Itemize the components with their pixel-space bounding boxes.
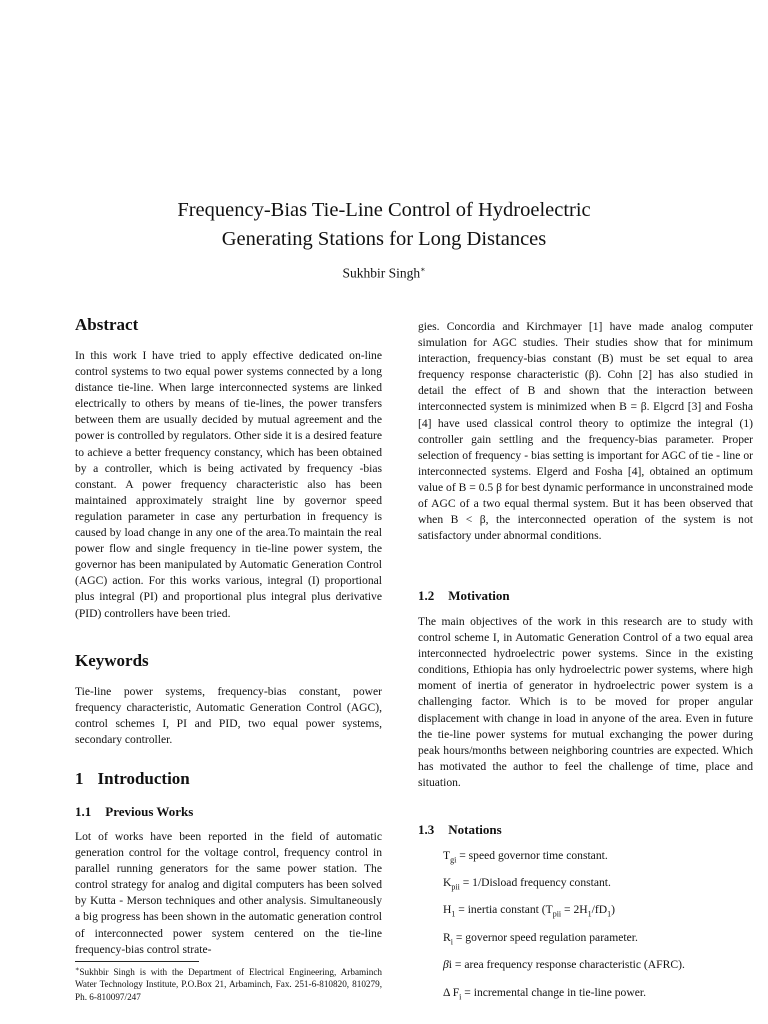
motivation-heading (418, 588, 510, 604)
section-title: Introduction (97, 769, 190, 788)
footnote (75, 964, 382, 1003)
section-number: 1 (75, 769, 84, 788)
subsection-title: Motivation (448, 588, 510, 603)
notation-item: $K_{pii}$ = 1/Disload frequency constant. (443, 876, 611, 892)
author-footnote-mark: ∗ (420, 265, 426, 274)
footnote-text: Sukhbir Singh is with the Department of Electrical Engineering, Arbaminch Water Technology Institute, P.O.Box 21, Arbaminch, Fax. 251-6-810820, 810279, Ph. 6-810097/247 (75, 967, 382, 1002)
notation-item: $T_{gi}$ = speed governor time constant. (443, 849, 608, 865)
previous-works-text: Lot of works have been reported in the field of automatic generation control for the voltage control, frequency control in parallel running generators for the same power station. The control strategy for analog and digital computers has been solved by Kutta - Merson techniques and other analysis. Simultaneously a big progress has been shown in the automatic generation control of interconnected power system centered on the tie-line frequency-bias control strate- (75, 830, 382, 956)
subsection-number: 1.2 (418, 588, 435, 603)
abstract-heading: Abstract (75, 315, 139, 334)
subsection-title: Previous Works (105, 804, 194, 819)
notation-item: $R_i$ = governor speed regulation parameter. (443, 931, 638, 947)
abstract-text: In this work I have tried to apply effective dedicated on-line control systems to two equal power systems connected by a long distance tie-line. When large interconnected systems are linked electrically to others by means of tie-lines, the power transfers between them are usually decided by mutual agreement and the power is controlled by regulators. Other side it is a desired feature to achieve a better frequency constancy, which has been obtained by a controller, which is being activated by frequency -bias constant. A power frequency characteristic also has been maintained approximately straight line by governor speed regulation parameter in case any perturbation in frequency is caused by load change in any one of the area.To maintain the real power flow and single frequency in tie-line power system, the governor has been manipulated by Automatic Generation Control (AGC) action. For this works various, integral (I) proportional plus integral (PI) and proportional plus integral plus derivative (PID) controllers have been tried. (75, 349, 382, 620)
introduction-heading (75, 769, 190, 789)
notations-heading (418, 822, 502, 838)
subsection-title: Notations (448, 822, 502, 837)
notation-item: $H_1$ = inertia constant $(T_{pii} = 2H_1/fD_1)$ (443, 903, 616, 919)
author (0, 265, 768, 282)
footnote-rule (75, 961, 199, 962)
title-line-1: Frequency-Bias Tie-Line Control of Hydroelectric (177, 199, 591, 221)
keywords-text: Tie-line power systems, frequency-bias constant, power frequency characteristic, Automatic Generation Control (AGC), control schemes I, PI and PID, two equal power systems, secondary controller. (75, 685, 382, 747)
notation-item: βi = area frequency response characteristic (AFRC). (443, 958, 685, 971)
keywords-heading: Keywords (75, 651, 149, 670)
notation-item: Δ $F_i$ = incremental change in tie-line power. (443, 986, 646, 1002)
subsection-number: 1.3 (418, 822, 435, 837)
footnote-mark: ∗ (75, 966, 80, 973)
title-line-2: Generating Stations for Long Distances (221, 228, 547, 250)
author-name: Sukhbir Singh (342, 265, 421, 281)
paper-title (0, 196, 768, 254)
previous-works-continued: gies. Concordia and Kirchmayer [1] have made analog computer simulation for AGC studies. Their studies show that for minimum interaction, frequency-bias constant (B) must be set equal to area frequency response characteristic (β). Cohn [2] has also studied in detail the effect of B and shown that the interaction between interconnected system is minimized when B = β. Elgcrd [3] and Fosha [4] have used classical control theory to optimize the integral (1) controller gain settling and the frequency-bias parameter. Proper selection of frequency - bias setting is important for AGC of tie - line or interconnected systems. Elgerd and Fosha [4], obtained an optimum value of B = 0.5 β for best dynamic performance in unconstrained mode of AGC of a two equal thermal system. But it has been observed that when B < β, the interconnected operation of the system is not satisfactory under abnormal conditions. (418, 320, 753, 543)
subsection-number: 1.1 (75, 804, 92, 819)
previous-works-heading (75, 804, 193, 820)
motivation-text: The main objectives of the work in this research are to study with control scheme I, in Automatic Generation Control of a two equal area interconnected hydroelectric power systems. Since in the existing conditions, Ethiopia has only hydroelectric power systems, where high moment of inertia of generator in hydroelectric power system is a challenging factor. Which is to be moved for proper angular displacement with change in load in anyone of the area. Even in future the tie-line power systems for mutual exchanging the power during peak hours/months between neighboring countries are expected. Which has motivated the author to feel the challenge of time, place and situation. (418, 615, 753, 789)
